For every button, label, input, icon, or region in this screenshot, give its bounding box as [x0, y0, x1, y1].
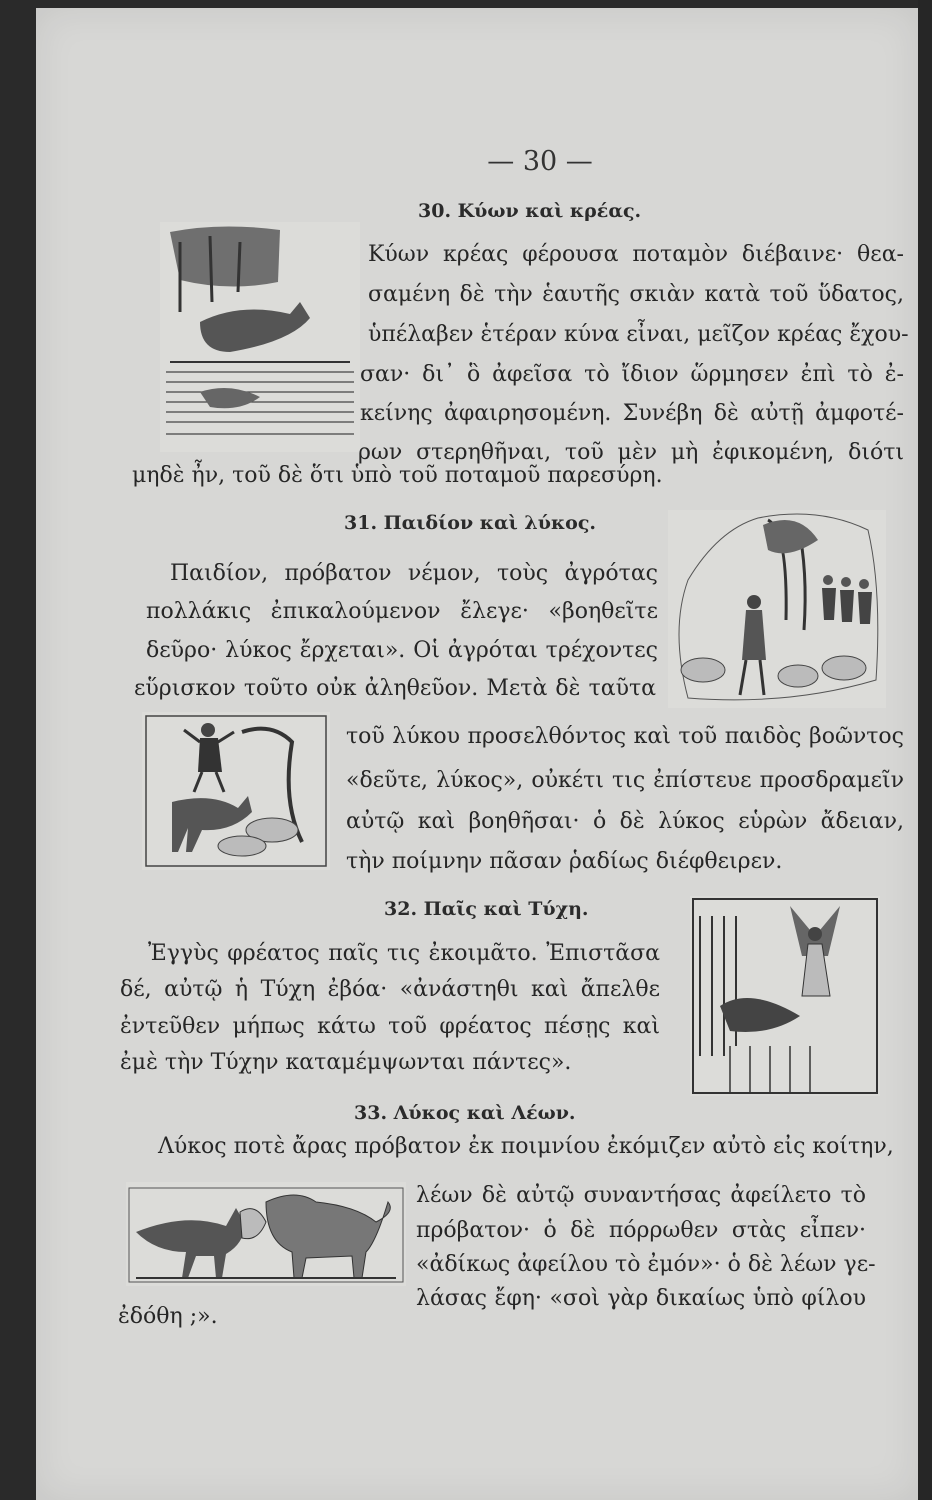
text-line: ἐμὲ τὴν Τύχην καταμέμψωνται πάντες». [120, 1050, 572, 1075]
text-line: κείνης ἀφαιρησομένη. Συνέβη δὲ αὐτῇ ἀμφοτέ- [360, 401, 904, 426]
text-line: λέων δὲ αὐτῷ συναντήσας ἀφείλετο τὸ [416, 1183, 866, 1208]
text-line: ὑπέλαβεν ἑτέραν κύνα εἶναι, μεῖζον κρέας ἔχου- [368, 322, 909, 347]
fable-33-title: 33. Λύκος καὶ Λέων. [354, 1102, 576, 1124]
text-line: ρων στερηθῆναι, τοῦ μὲν μὴ ἐφικομένη, διότι [358, 440, 904, 465]
text-line: τὴν ποίμνην πᾶσαν ῥαδίως διέφθειρεν. [346, 849, 783, 874]
shepherd-boy-illustration [668, 510, 886, 708]
text-line: δέ, αὐτῷ ἡ Τύχη ἐβόα· «ἀνάστηθι καὶ ἄπελθε [120, 977, 660, 1002]
text-line: σαμένη δὲ τὴν ἑαυτῆς σκιὰν κατὰ τοῦ ὕδατος, [368, 282, 904, 307]
text-line: μηδὲ ἦν, τοῦ δὲ ὅτι ὑπὸ τοῦ ποταμοῦ παρεσύρη. [132, 463, 663, 488]
text-line: «ἀδίκως ἀφείλου τὸ ἐμόν»· ὁ δὲ λέων γε- [416, 1252, 876, 1277]
page-number: — 30 — [487, 146, 593, 177]
text-line: αὐτῷ καὶ βοηθῆσαι· ὁ δὲ λύκος εὑρὼν ἄδειαν, [346, 809, 904, 834]
scan-edge [918, 0, 932, 1500]
text-line: τοῦ λύκου προσελθόντος καὶ τοῦ παιδὸς βοῶντος [346, 724, 904, 749]
fable-31-title: 31. Παιδίον καὶ λύκος. [344, 512, 597, 534]
wolf-and-lion-illustration [126, 1182, 406, 1286]
boy-and-fortune-illustration [690, 896, 880, 1096]
fable-30-title: 30. Κύων καὶ κρέας. [418, 200, 642, 222]
fable-32-title: 32. Παῖς καὶ Τύχη. [384, 898, 589, 920]
text-line: Ἐγγὺς φρέατος παῖς τις ἐκοιμᾶτο. Ἐπιστᾶσα [148, 941, 660, 966]
text-line: Λύκος ποτὲ ἄρας πρόβατον ἐκ ποιμνίου ἐκόμιζεν αὐτὸ εἰς κοίτην, [158, 1134, 894, 1159]
text-line: «δεῦτε, λύκος», οὐκέτι τις ἐπίστευε προσδραμεῖν [346, 768, 904, 793]
text-line: Κύων κρέας φέρουσα ποταμὸν διέβαινε· θεα- [368, 242, 904, 267]
boy-and-wolf-illustration [142, 712, 330, 870]
text-line: ἐντεῦθεν μήπως κάτω τοῦ φρέατος πέσῃς καὶ [120, 1014, 660, 1039]
text-line: δεῦρο· λύκος ἔρχεται». Οἱ ἀγρόται τρέχοντες [146, 638, 658, 663]
text-line: σαν· δι᾽ ὃ ἀφεῖσα τὸ ἴδιον ὥρμησεν ἐπὶ τὸ ἐ- [360, 362, 904, 387]
text-line: εὕρισκον τοῦτο οὐκ ἀληθεῦον. Μετὰ δὲ ταῦτα [134, 676, 656, 701]
text-line: πολλάκις ἐπικαλούμενον ἔλεγε· «βοηθεῖτε [146, 599, 658, 624]
text-line: λάσας ἔφη· «σοὶ γὰρ δικαίως ὑπὸ φίλου [416, 1286, 866, 1311]
text-line: ἐδόθη ;». [118, 1304, 218, 1329]
text-line: Παιδίον, πρόβατον νέμον, τοὺς ἀγρότας [170, 561, 658, 586]
text-line: πρόβατον· ὁ δὲ πόρρωθεν στὰς εἶπεν· [416, 1218, 866, 1243]
dog-with-meat-illustration [160, 222, 360, 452]
